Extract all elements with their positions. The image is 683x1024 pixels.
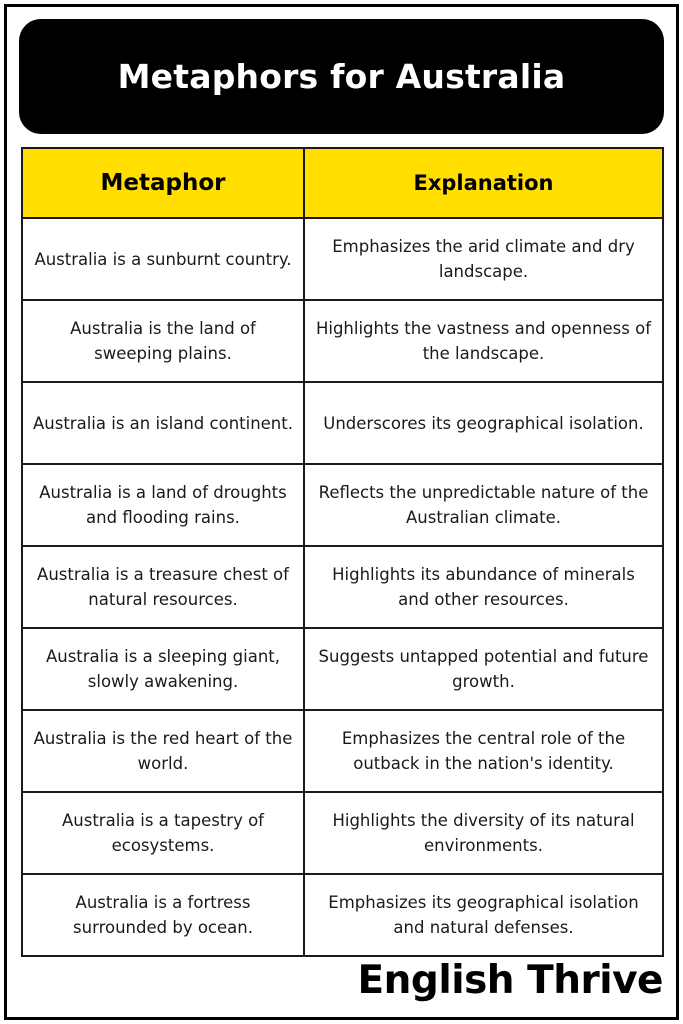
table-row — [22, 710, 663, 792]
metaphor-cell: Australia is a treasure chest of natural resources. — [22, 546, 304, 628]
table-row — [22, 792, 663, 874]
explanation-cell: Highlights the diversity of its natural environments. — [304, 792, 663, 874]
table-row — [22, 874, 663, 956]
metaphor-cell: Australia is a sunburnt country. — [22, 218, 304, 300]
explanation-cell: Suggests untapped potential and future growth. — [304, 628, 663, 710]
metaphor-cell: Australia is the land of sweeping plains. — [22, 300, 304, 382]
table-row — [22, 300, 663, 382]
explanation-cell: Emphasizes the central role of the outback in the nation's identity. — [304, 710, 663, 792]
explanation-cell: Underscores its geographical isolation. — [304, 382, 663, 464]
table-row — [22, 628, 663, 710]
explanation-cell: Emphasizes the arid climate and dry landscape. — [304, 218, 663, 300]
column-header-metaphor: Metaphor — [22, 148, 304, 218]
metaphor-cell: Australia is a fortress surrounded by ocean. — [22, 874, 304, 956]
explanation-cell: Emphasizes its geographical isolation and natural defenses. — [304, 874, 663, 956]
metaphor-table — [21, 147, 664, 957]
title-banner — [19, 19, 664, 134]
metaphor-cell: Australia is a land of droughts and flooding rains. — [22, 464, 304, 546]
explanation-cell: Reflects the unpredictable nature of the Australian climate. — [304, 464, 663, 546]
table-row — [22, 464, 663, 546]
metaphor-cell: Australia is a sleeping giant, slowly awakening. — [22, 628, 304, 710]
table-row — [22, 546, 663, 628]
metaphor-cell: Australia is a tapestry of ecosystems. — [22, 792, 304, 874]
table-row — [22, 382, 663, 464]
explanation-cell: Highlights the vastness and openness of the landscape. — [304, 300, 663, 382]
table-row — [22, 218, 663, 300]
brand-watermark: English Thrive — [357, 958, 663, 1003]
metaphor-cell: Australia is an island continent. — [22, 382, 304, 464]
table-header-row — [22, 148, 663, 218]
column-header-explanation: Explanation — [304, 148, 663, 218]
metaphor-cell: Australia is the red heart of the world. — [22, 710, 304, 792]
page-title: Metaphors for Australia — [117, 57, 566, 96]
explanation-cell: Highlights its abundance of minerals and other resources. — [304, 546, 663, 628]
